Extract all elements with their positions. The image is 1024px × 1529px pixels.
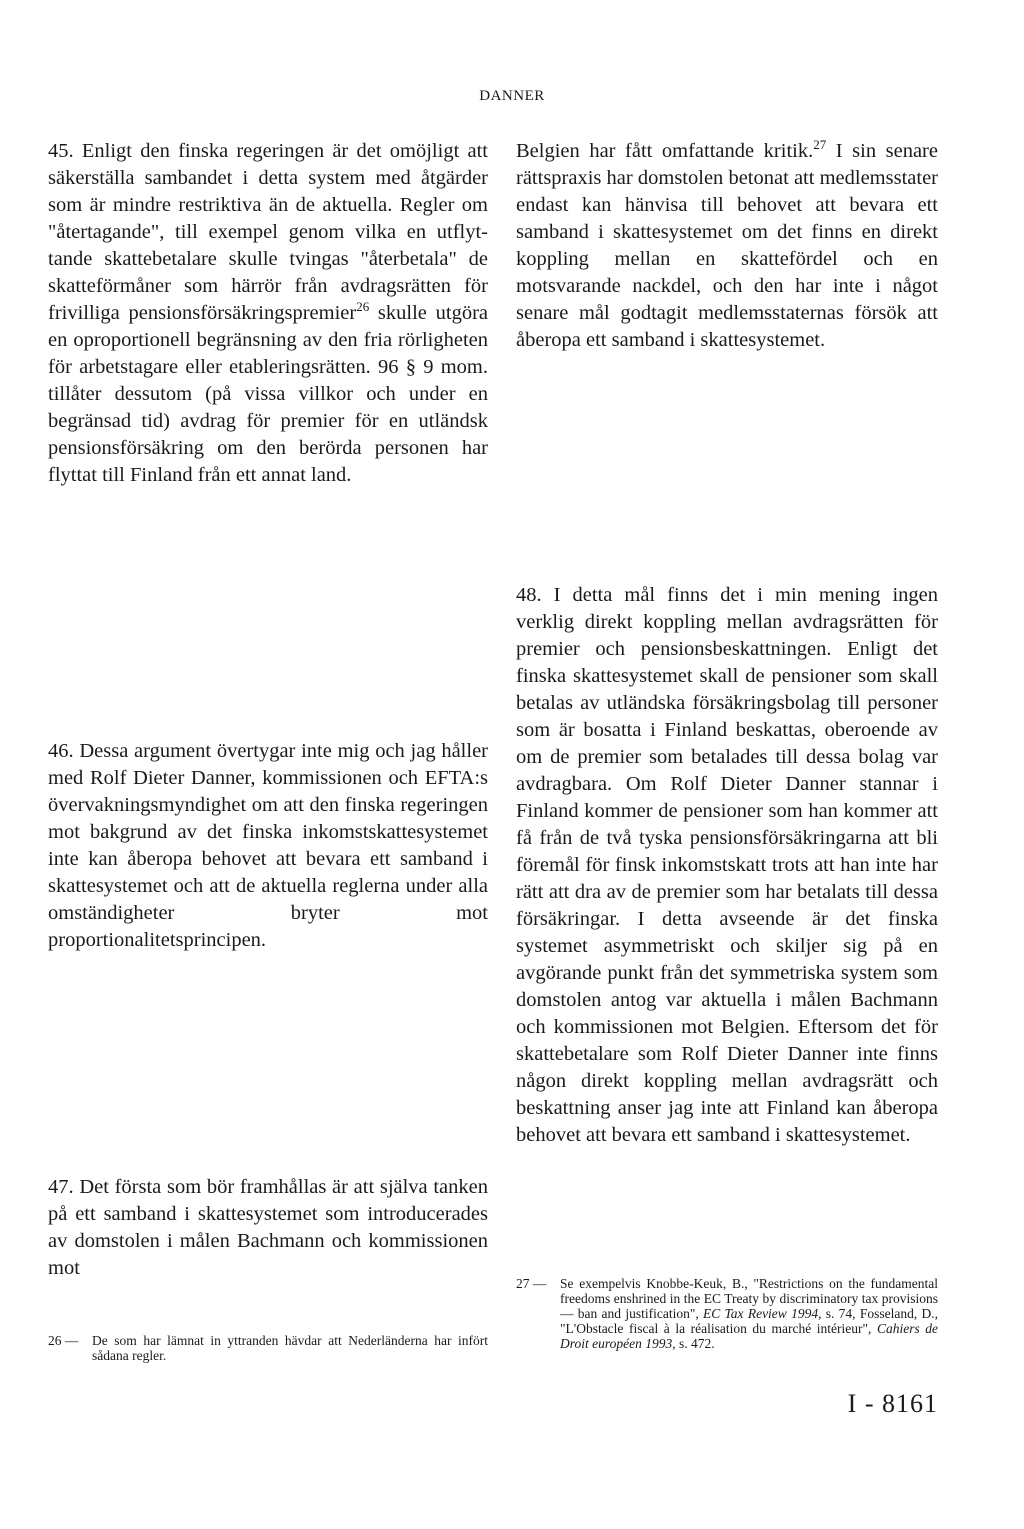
footnote-27-journal-1: EC Tax Review 1994 <box>703 1306 819 1321</box>
footnote-27-body <box>560 1276 938 1351</box>
footnote-27-text-a: Se exempelvis Knobbe-Keuk, B., "Restrictions on the fundamental freedoms enshrined in the EC Treaty by discriminatory tax provisions — ban and justification", <box>560 1276 938 1321</box>
footnote-26-number: 26 — <box>48 1333 79 1348</box>
running-head: DANNER <box>479 88 545 104</box>
paragraph-47-continued <box>516 138 938 354</box>
footnote-ref-26[interactable]: 26 <box>356 299 370 315</box>
paragraph-48: 48. I detta mål finns det i min mening ingen verklig direkt koppling mellan avdragsrätten för premier och pensionsbeskattningen. Enligt det finska skattesystemet skall de pensioner som skall betalas av utländska försäkringsbolag till personer som är bosatta i Finland beskattas, oberoende av om de premier som betalades till dessa bolag var avdragbara. Om Rolf Dieter Danner stannar i Finland kommer de pensioner som han kommer att få från de två tyska pensionsförsäkringarna att bli föremål för finsk inkomstskatt trots att han inte har rätt att dra av de premier som har betalats till dessa försäkringar. I detta avseende är det finska systemet asymmetriskt och skiljer sig på en avgörande punkt från det symmetriska system som domstolen antog var aktuella i målen Bachmann och kommissionen mot Belgien. Eftersom det för skattebetalare som Rolf Dieter Danner inte finns någon direkt koppling mellan avdragsrätt och beskattning anser jag inte att Finland kan åberopa behovet att bevara ett samband i skattesystemet. <box>516 584 938 1146</box>
footnote-27-text-c: , s. 472. <box>672 1336 715 1351</box>
paragraph-47-continued-rest: I sin senare rättspraxis har domstolen betonat att medlemsstater endast kan hänvisa till behovet att bevara ett samband i skattesystemet om det finns en direkt koppling mellan en skattefördel och en motsvarande nackdel, och den har inte i något senare mål godtagit medlemsstaternas försök att åberopa ett samband i skattesystemet. <box>516 140 938 351</box>
paragraph-46: 46. Dessa argument övertygar inte mig och jag håller med Rolf Dieter Danner, kommissionen och EFTA:s övervakningsmyndighet om att den finska regeringen mot bakgrund av det finska inkomstskattesystemet inte kan åberopa behovet att bevara ett samband i skattesystemet och att de aktuella reglerna under alla omständigheter bryter mot proportionalitetsprincipen. <box>48 740 488 951</box>
footnote-27 <box>516 1276 938 1351</box>
footnote-27-number: 27 — <box>516 1276 547 1291</box>
paragraph-45-text: 45. Enligt den finska regeringen är det omöjligt att säkerställa sambandet i detta system med åtgärder som är mindre restriktiva än de aktuella. Regler om "återtagande", till exempel genom vilka en utflyttande skattebetalare skulle tvingas "återbetala" de skatteförmåner som härrör från avdragsrätten för frivilliga pensionsförsäkringspremier <box>48 140 488 324</box>
paragraph-45-rest: skulle utgöra en oproportionell begränsning av den fria rörligheten för arbetstagare eller etableringsrätten. 96 § 9 mom. tillåter dessutom (på vissa villkor och under en begränsad tid) avdrag för premier för en utländsk pensionsförsäkring om den berörda personen har flyttat till Finland från ett annat land. <box>48 302 488 486</box>
footnote-27-text-b: , s. 74, Fosseland, D., "L'Obstacle fiscal à la réalisation du marché intérieur", <box>560 1306 938 1336</box>
footnote-ref-27[interactable]: 27 <box>813 137 827 153</box>
paragraph-45 <box>48 138 488 489</box>
page-number: I - 8161 <box>847 1389 938 1418</box>
footnote-27-journal-2: Cahiers de Droit européen 1993 <box>560 1321 939 1351</box>
footnote-26-text: De som har lämnat in yttranden hävdar att Nederländerna har infört sådana regler. <box>92 1333 488 1363</box>
paragraph-47-continued-text: Belgien har fått omfattande kritik. <box>516 140 814 162</box>
paragraph-47: 47. Det första som bör framhållas är att själva tanken på ett samband i skattesystemet som introducerades av domstolen i målen Bachmann och kommissionen mot <box>48 1176 488 1279</box>
footnote-26 <box>48 1333 488 1363</box>
